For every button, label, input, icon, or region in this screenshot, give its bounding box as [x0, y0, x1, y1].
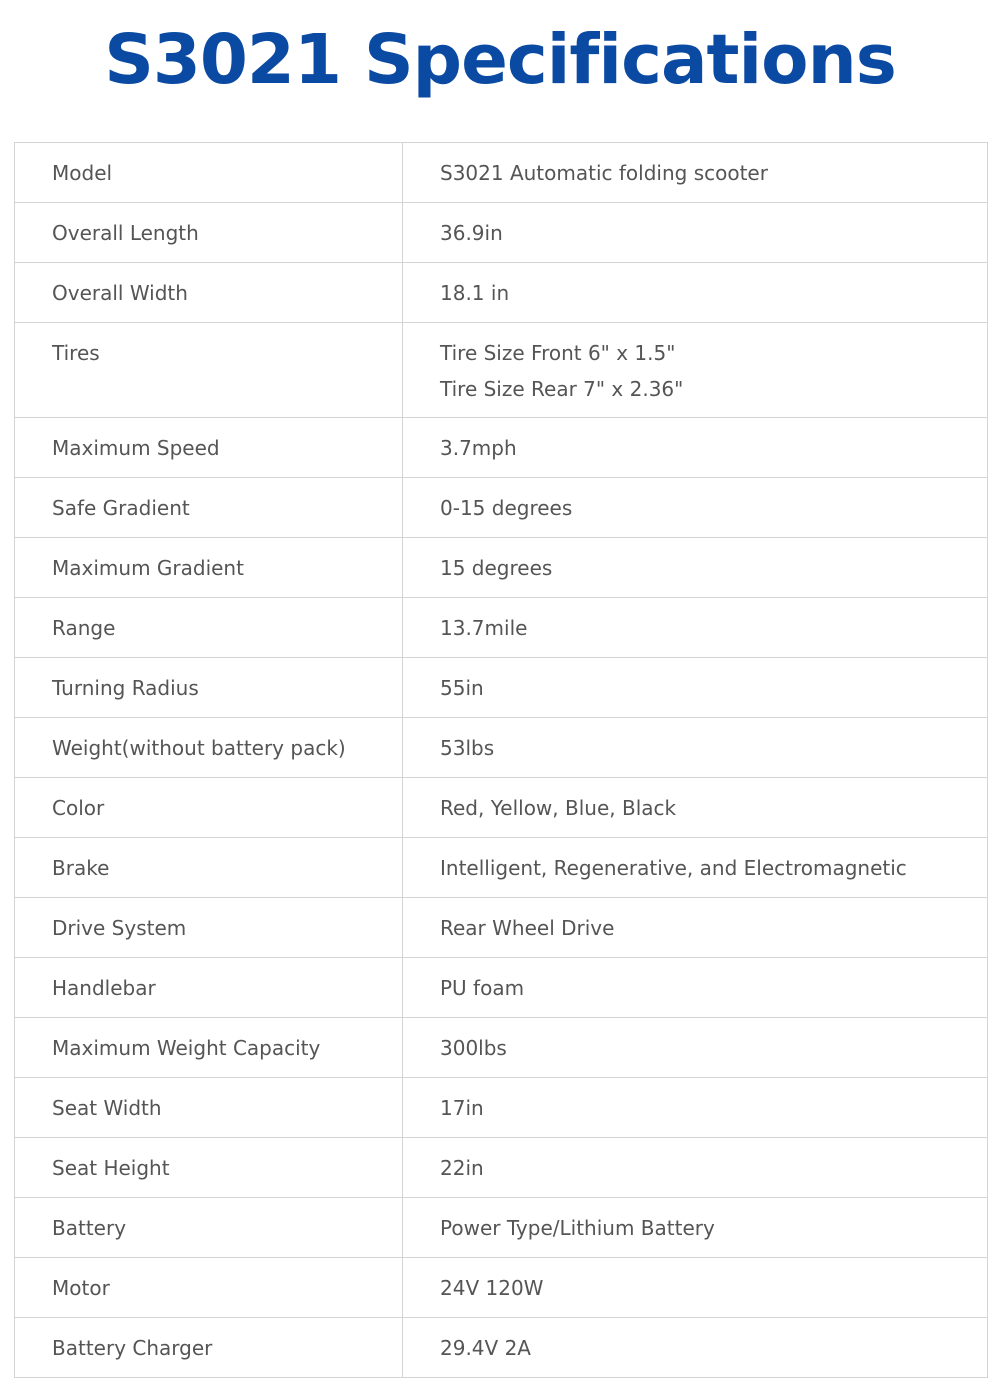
spec-label: Overall Width: [52, 280, 188, 305]
page-title: S3021 Specifications: [104, 20, 896, 100]
spec-value: 22in: [440, 1155, 484, 1180]
spec-row: [15, 263, 988, 323]
spec-value: Tire Size Rear 7" x 2.36": [440, 377, 684, 401]
spec-row: [15, 718, 988, 778]
spec-value: PU foam: [440, 975, 525, 1000]
spec-value-cell: [403, 1198, 988, 1258]
spec-value-cell: [403, 718, 988, 778]
spec-row: [15, 203, 988, 263]
spec-value-cell: [403, 143, 988, 203]
spec-value-cell: [403, 203, 988, 263]
spec-value-cell: [403, 598, 988, 658]
spec-row: [15, 1078, 988, 1138]
spec-row: [15, 1318, 988, 1378]
spec-value: 15 degrees: [440, 555, 553, 580]
spec-row: [15, 478, 988, 538]
spec-label-cell: [15, 418, 403, 478]
spec-label: Color: [52, 795, 105, 820]
spec-row: [15, 418, 988, 478]
spec-label-cell: [15, 1318, 403, 1378]
spec-row: [15, 598, 988, 658]
spec-value: Red, Yellow, Blue, Black: [440, 795, 677, 820]
spec-label-cell: [15, 1258, 403, 1318]
spec-value: 300lbs: [440, 1035, 507, 1060]
spec-value-cell: [403, 898, 988, 958]
spec-row: [15, 1018, 988, 1078]
spec-value-cell: [403, 958, 988, 1018]
spec-value-cell: [403, 778, 988, 838]
spec-label-cell: [15, 958, 403, 1018]
spec-label-cell: [15, 263, 403, 323]
spec-value-cell: [403, 418, 988, 478]
spec-label-cell: [15, 658, 403, 718]
spec-label-cell: [15, 203, 403, 263]
spec-row: [15, 143, 988, 203]
spec-label: Maximum Weight Capacity: [52, 1035, 321, 1060]
spec-value: Power Type/Lithium Battery: [440, 1215, 715, 1240]
spec-value: Intelligent, Regenerative, and Electromagnetic: [440, 855, 907, 880]
spec-value: 13.7mile: [440, 615, 528, 640]
spec-row: [15, 538, 988, 598]
spec-label-cell: [15, 478, 403, 538]
spec-row: [15, 958, 988, 1018]
spec-value: 3.7mph: [440, 435, 517, 460]
spec-row: [15, 1138, 988, 1198]
spec-label: Maximum Speed: [52, 435, 220, 460]
spec-value: S3021 Automatic folding scooter: [440, 160, 768, 185]
spec-label-cell: [15, 538, 403, 598]
spec-label-cell: [15, 143, 403, 203]
spec-label-cell: [15, 598, 403, 658]
spec-value: 24V 120W: [440, 1275, 544, 1300]
spec-label: Seat Height: [52, 1155, 170, 1180]
spec-label: Range: [52, 615, 116, 640]
spec-label-cell: [15, 1198, 403, 1258]
spec-value: 36.9in: [440, 220, 503, 245]
spec-value: 0-15 degrees: [440, 495, 573, 520]
spec-label: Battery: [52, 1215, 127, 1240]
spec-value-cell: [403, 1078, 988, 1138]
spec-row: [15, 778, 988, 838]
spec-value: 53lbs: [440, 735, 495, 760]
spec-value-cell: [403, 1258, 988, 1318]
spec-value: 55in: [440, 675, 484, 700]
specifications-table-body: [15, 143, 988, 1378]
spec-label-cell: [15, 1018, 403, 1078]
spec-value-cell: [403, 1018, 988, 1078]
spec-label: Drive System: [52, 915, 187, 940]
spec-label: Tires: [52, 341, 100, 365]
spec-label: Handlebar: [52, 975, 156, 1000]
spec-value: Tire Size Front 6" x 1.5": [440, 341, 676, 365]
spec-row: [15, 658, 988, 718]
spec-value-cell: [403, 478, 988, 538]
spec-value: 18.1 in: [440, 280, 510, 305]
spec-label-cell: [15, 718, 403, 778]
spec-value-cell: [403, 1138, 988, 1198]
spec-label-cell: [15, 1078, 403, 1138]
spec-value: 29.4V 2A: [440, 1335, 531, 1360]
spec-label: Overall Length: [52, 220, 199, 245]
spec-label: Model: [52, 160, 113, 185]
spec-value: Rear Wheel Drive: [440, 915, 615, 940]
spec-label-cell: [15, 1138, 403, 1198]
spec-label: Weight(without battery pack): [52, 735, 346, 760]
spec-value-cell: [403, 658, 988, 718]
spec-row: [15, 838, 988, 898]
spec-value-cell: [403, 538, 988, 598]
spec-row: [15, 323, 988, 418]
spec-label-cell: [15, 323, 403, 418]
spec-value-cell: [403, 263, 988, 323]
spec-label: Safe Gradient: [52, 495, 190, 520]
spec-label: Battery Charger: [52, 1335, 213, 1360]
spec-value-cell: [403, 323, 988, 418]
spec-row: [15, 898, 988, 958]
spec-value-cell: [403, 838, 988, 898]
spec-row: [15, 1258, 988, 1318]
spec-value: 17in: [440, 1095, 484, 1120]
spec-label: Brake: [52, 855, 110, 880]
spec-label: Turning Radius: [52, 675, 199, 700]
spec-label-cell: [15, 778, 403, 838]
spec-label: Maximum Gradient: [52, 555, 244, 580]
spec-label-cell: [15, 838, 403, 898]
spec-label-cell: [15, 898, 403, 958]
specifications-table: [14, 142, 988, 1378]
spec-row: [15, 1198, 988, 1258]
spec-value-cell: [403, 1318, 988, 1378]
spec-label: Motor: [52, 1275, 110, 1300]
spec-label: Seat Width: [52, 1095, 162, 1120]
